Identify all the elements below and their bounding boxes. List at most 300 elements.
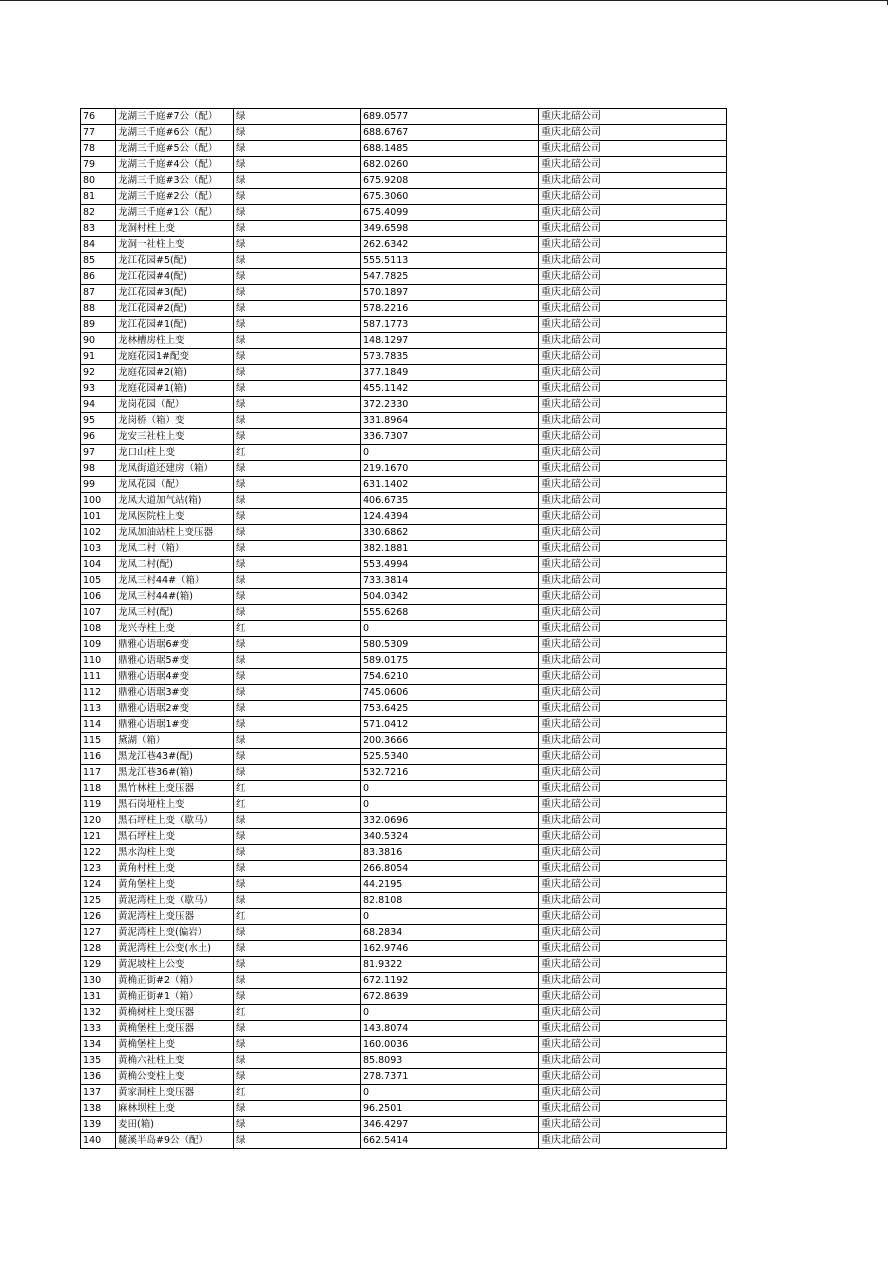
status-cell: 绿 [234, 813, 361, 829]
status-cell: 红 [234, 797, 361, 813]
station-name-cell: 黄泥湾柱上变(偏岩） [116, 925, 234, 941]
value-cell: 96.2501 [361, 1101, 539, 1117]
station-name-cell: 黄角堡柱上变 [116, 877, 234, 893]
row-number-cell: 134 [81, 1037, 116, 1053]
status-cell: 绿 [234, 1101, 361, 1117]
station-name-cell: 鼎雅心语琚4#变 [116, 669, 234, 685]
value-cell: 662.5414 [361, 1133, 539, 1149]
station-name-cell: 龙湖三千庭#3公（配） [116, 173, 234, 189]
company-cell: 重庆北碚公司 [539, 1037, 727, 1053]
status-cell: 红 [234, 1005, 361, 1021]
station-name-cell: 龙洞一社柱上变 [116, 237, 234, 253]
status-cell: 红 [234, 621, 361, 637]
company-cell: 重庆北碚公司 [539, 445, 727, 461]
status-cell: 绿 [234, 493, 361, 509]
status-cell: 绿 [234, 573, 361, 589]
table-row [81, 221, 727, 237]
table-body [81, 109, 727, 1149]
row-number-cell: 135 [81, 1053, 116, 1069]
station-name-cell: 鼎雅心语琚2#变 [116, 701, 234, 717]
row-number-cell: 122 [81, 845, 116, 861]
company-cell: 重庆北碚公司 [539, 669, 727, 685]
company-cell: 重庆北碚公司 [539, 1053, 727, 1069]
station-name-cell: 龙凤三村44#(箱) [116, 589, 234, 605]
row-number-cell: 95 [81, 413, 116, 429]
row-number-cell: 140 [81, 1133, 116, 1149]
row-number-cell: 136 [81, 1069, 116, 1085]
row-number-cell: 98 [81, 461, 116, 477]
station-name-cell: 黄桷堡柱上变 [116, 1037, 234, 1053]
row-number-cell: 79 [81, 157, 116, 173]
station-name-cell: 鼎雅心语琚6#变 [116, 637, 234, 653]
status-cell: 绿 [234, 877, 361, 893]
company-cell: 重庆北碚公司 [539, 701, 727, 717]
table-row [81, 365, 727, 381]
table-row [81, 621, 727, 637]
value-cell: 44.2195 [361, 877, 539, 893]
station-name-cell: 龙江花园#1(配) [116, 317, 234, 333]
row-number-cell: 132 [81, 1005, 116, 1021]
company-cell: 重庆北碚公司 [539, 397, 727, 413]
row-number-cell: 77 [81, 125, 116, 141]
table-row [81, 445, 727, 461]
table-row [81, 1053, 727, 1069]
company-cell: 重庆北碚公司 [539, 589, 727, 605]
status-cell: 绿 [234, 525, 361, 541]
row-number-cell: 118 [81, 781, 116, 797]
station-name-cell: 龙凤加油站柱上变压器 [116, 525, 234, 541]
station-name-cell: 龙湖三千庭#2公（配） [116, 189, 234, 205]
status-cell: 绿 [234, 317, 361, 333]
station-name-cell: 龙兴寺柱上变 [116, 621, 234, 637]
row-number-cell: 101 [81, 509, 116, 525]
company-cell: 重庆北碚公司 [539, 461, 727, 477]
table-row [81, 1021, 727, 1037]
company-cell: 重庆北碚公司 [539, 845, 727, 861]
station-name-cell: 麦田(箱) [116, 1117, 234, 1133]
station-name-cell: 黄泥湾柱上变（歇马） [116, 893, 234, 909]
company-cell: 重庆北碚公司 [539, 189, 727, 205]
table-row [81, 237, 727, 253]
table-row [81, 1005, 727, 1021]
table-row [81, 749, 727, 765]
value-cell: 372.2330 [361, 397, 539, 413]
company-cell: 重庆北碚公司 [539, 925, 727, 941]
table-row [81, 349, 727, 365]
table-row [81, 557, 727, 573]
table-row [81, 429, 727, 445]
status-cell: 绿 [234, 637, 361, 653]
table-row [81, 173, 727, 189]
table-row [81, 765, 727, 781]
status-cell: 绿 [234, 989, 361, 1005]
status-cell: 绿 [234, 125, 361, 141]
company-cell: 重庆北碚公司 [539, 733, 727, 749]
status-cell: 绿 [234, 973, 361, 989]
station-name-cell: 黄桷公变柱上变 [116, 1069, 234, 1085]
status-cell: 绿 [234, 429, 361, 445]
value-cell: 148.1297 [361, 333, 539, 349]
value-cell: 0 [361, 1085, 539, 1101]
status-cell: 绿 [234, 509, 361, 525]
table-row [81, 381, 727, 397]
company-cell: 重庆北碚公司 [539, 1117, 727, 1133]
value-cell: 336.7307 [361, 429, 539, 445]
station-name-cell: 黄泥坡柱上公变 [116, 957, 234, 973]
company-cell: 重庆北碚公司 [539, 941, 727, 957]
page-right-rule [887, 0, 888, 5]
table-row [81, 1085, 727, 1101]
status-cell: 红 [234, 781, 361, 797]
status-cell: 绿 [234, 701, 361, 717]
station-name-cell: 龙洞村柱上变 [116, 221, 234, 237]
station-name-cell: 龙庭花园1#配变 [116, 349, 234, 365]
company-cell: 重庆北碚公司 [539, 125, 727, 141]
status-cell: 绿 [234, 397, 361, 413]
company-cell: 重庆北碚公司 [539, 653, 727, 669]
value-cell: 688.6767 [361, 125, 539, 141]
value-cell: 262.6342 [361, 237, 539, 253]
table-row [81, 893, 727, 909]
station-name-cell: 黑龙江巷43#(配) [116, 749, 234, 765]
station-name-cell: 龙凤大道加气站(箱) [116, 493, 234, 509]
table-row [81, 733, 727, 749]
value-cell: 745.0606 [361, 685, 539, 701]
company-cell: 重庆北碚公司 [539, 765, 727, 781]
company-cell: 重庆北碚公司 [539, 909, 727, 925]
station-name-cell: 龙湖三千庭#7公（配） [116, 109, 234, 125]
table-row [81, 685, 727, 701]
station-name-cell: 龙湖三千庭#1公（配） [116, 205, 234, 221]
company-cell: 重庆北碚公司 [539, 493, 727, 509]
company-cell: 重庆北碚公司 [539, 269, 727, 285]
table-row [81, 701, 727, 717]
row-number-cell: 107 [81, 605, 116, 621]
status-cell: 绿 [234, 221, 361, 237]
station-name-cell: 龙庭花园#2(箱) [116, 365, 234, 381]
value-cell: 81.9322 [361, 957, 539, 973]
station-name-cell: 龙湖三千庭#5公（配） [116, 141, 234, 157]
station-name-cell: 龙凤二村(配) [116, 557, 234, 573]
company-cell: 重庆北碚公司 [539, 349, 727, 365]
table-row [81, 461, 727, 477]
company-cell: 重庆北碚公司 [539, 221, 727, 237]
value-cell: 143.8074 [361, 1021, 539, 1037]
row-number-cell: 113 [81, 701, 116, 717]
table-row [81, 509, 727, 525]
row-number-cell: 129 [81, 957, 116, 973]
station-name-cell: 龙凤花园（配） [116, 477, 234, 493]
company-cell: 重庆北碚公司 [539, 813, 727, 829]
status-cell: 红 [234, 445, 361, 461]
station-name-cell: 黄桷堡柱上变压器 [116, 1021, 234, 1037]
row-number-cell: 111 [81, 669, 116, 685]
station-name-cell: 龙凤医院柱上变 [116, 509, 234, 525]
station-name-cell: 黑水沟柱上变 [116, 845, 234, 861]
table-row [81, 813, 727, 829]
row-number-cell: 81 [81, 189, 116, 205]
status-cell: 绿 [234, 829, 361, 845]
row-number-cell: 120 [81, 813, 116, 829]
station-name-cell: 龙湖三千庭#4公（配） [116, 157, 234, 173]
table-row [81, 957, 727, 973]
table-row [81, 1117, 727, 1133]
company-cell: 重庆北碚公司 [539, 861, 727, 877]
row-number-cell: 91 [81, 349, 116, 365]
table-row [81, 141, 727, 157]
station-name-cell: 龙凤二村（箱） [116, 541, 234, 557]
status-cell: 绿 [234, 461, 361, 477]
data-table [80, 108, 727, 1149]
table-row [81, 797, 727, 813]
row-number-cell: 126 [81, 909, 116, 925]
station-name-cell: 黄桷正街#1（箱） [116, 989, 234, 1005]
status-cell: 绿 [234, 205, 361, 221]
status-cell: 绿 [234, 301, 361, 317]
company-cell: 重庆北碚公司 [539, 605, 727, 621]
station-name-cell: 龙江花园#2(配) [116, 301, 234, 317]
value-cell: 553.4994 [361, 557, 539, 573]
value-cell: 555.5113 [361, 253, 539, 269]
table-row [81, 189, 727, 205]
row-number-cell: 112 [81, 685, 116, 701]
value-cell: 688.1485 [361, 141, 539, 157]
table-row [81, 477, 727, 493]
value-cell: 160.0036 [361, 1037, 539, 1053]
company-cell: 重庆北碚公司 [539, 1069, 727, 1085]
station-name-cell: 龙江花园#3(配) [116, 285, 234, 301]
status-cell: 绿 [234, 765, 361, 781]
company-cell: 重庆北碚公司 [539, 1133, 727, 1149]
company-cell: 重庆北碚公司 [539, 333, 727, 349]
station-name-cell: 龙湖三千庭#6公（配） [116, 125, 234, 141]
value-cell: 332.0696 [361, 813, 539, 829]
row-number-cell: 117 [81, 765, 116, 781]
status-cell: 绿 [234, 109, 361, 125]
table-row [81, 589, 727, 605]
table-row [81, 909, 727, 925]
row-number-cell: 78 [81, 141, 116, 157]
value-cell: 406.6735 [361, 493, 539, 509]
value-cell: 162.9746 [361, 941, 539, 957]
station-name-cell: 黛湖（箱） [116, 733, 234, 749]
status-cell: 绿 [234, 349, 361, 365]
table-row [81, 989, 727, 1005]
value-cell: 82.8108 [361, 893, 539, 909]
status-cell: 绿 [234, 1133, 361, 1149]
table-row [81, 845, 727, 861]
station-name-cell: 黑石岗垭柱上变 [116, 797, 234, 813]
row-number-cell: 86 [81, 269, 116, 285]
table-row [81, 269, 727, 285]
status-cell: 绿 [234, 845, 361, 861]
table-row [81, 285, 727, 301]
station-name-cell: 鼎雅心语琚3#变 [116, 685, 234, 701]
status-cell: 绿 [234, 381, 361, 397]
row-number-cell: 127 [81, 925, 116, 941]
value-cell: 631.1402 [361, 477, 539, 493]
value-cell: 85.8093 [361, 1053, 539, 1069]
company-cell: 重庆北碚公司 [539, 477, 727, 493]
status-cell: 绿 [234, 141, 361, 157]
value-cell: 504.0342 [361, 589, 539, 605]
table-row [81, 1037, 727, 1053]
table-row [81, 973, 727, 989]
status-cell: 红 [234, 1085, 361, 1101]
station-name-cell: 黄家洞柱上变压器 [116, 1085, 234, 1101]
company-cell: 重庆北碚公司 [539, 173, 727, 189]
station-name-cell: 鼎雅心语琚5#变 [116, 653, 234, 669]
status-cell: 绿 [234, 253, 361, 269]
station-name-cell: 龙岗花园（配） [116, 397, 234, 413]
company-cell: 重庆北碚公司 [539, 637, 727, 653]
page-top-rule [0, 0, 888, 1]
row-number-cell: 97 [81, 445, 116, 461]
company-cell: 重庆北碚公司 [539, 413, 727, 429]
company-cell: 重庆北碚公司 [539, 621, 727, 637]
station-name-cell: 黄泥湾柱上变压器 [116, 909, 234, 925]
station-name-cell: 麻林坝柱上变 [116, 1101, 234, 1117]
status-cell: 绿 [234, 365, 361, 381]
value-cell: 675.3060 [361, 189, 539, 205]
station-name-cell: 龙庭花园#1(箱) [116, 381, 234, 397]
station-name-cell: 龙凤三村(配) [116, 605, 234, 621]
station-name-cell: 黄桷树柱上变压器 [116, 1005, 234, 1021]
value-cell: 571.0412 [361, 717, 539, 733]
company-cell: 重庆北碚公司 [539, 1005, 727, 1021]
row-number-cell: 88 [81, 301, 116, 317]
table-row [81, 829, 727, 845]
company-cell: 重庆北碚公司 [539, 381, 727, 397]
value-cell: 689.0577 [361, 109, 539, 125]
company-cell: 重庆北碚公司 [539, 797, 727, 813]
row-number-cell: 76 [81, 109, 116, 125]
status-cell: 绿 [234, 605, 361, 621]
status-cell: 绿 [234, 541, 361, 557]
row-number-cell: 125 [81, 893, 116, 909]
status-cell: 绿 [234, 653, 361, 669]
status-cell: 绿 [234, 1117, 361, 1133]
value-cell: 331.8964 [361, 413, 539, 429]
status-cell: 红 [234, 909, 361, 925]
row-number-cell: 94 [81, 397, 116, 413]
company-cell: 重庆北碚公司 [539, 1021, 727, 1037]
station-name-cell: 黄角村柱上变 [116, 861, 234, 877]
table-row [81, 877, 727, 893]
value-cell: 0 [361, 1005, 539, 1021]
status-cell: 绿 [234, 733, 361, 749]
row-number-cell: 99 [81, 477, 116, 493]
status-cell: 绿 [234, 333, 361, 349]
status-cell: 绿 [234, 1037, 361, 1053]
company-cell: 重庆北碚公司 [539, 749, 727, 765]
company-cell: 重庆北碚公司 [539, 829, 727, 845]
station-name-cell: 黑石坪柱上变（歇马） [116, 813, 234, 829]
value-cell: 547.7825 [361, 269, 539, 285]
value-cell: 377.1849 [361, 365, 539, 381]
table-row [81, 925, 727, 941]
company-cell: 重庆北碚公司 [539, 237, 727, 253]
status-cell: 绿 [234, 1021, 361, 1037]
station-name-cell: 黄桷六社柱上变 [116, 1053, 234, 1069]
row-number-cell: 96 [81, 429, 116, 445]
row-number-cell: 108 [81, 621, 116, 637]
company-cell: 重庆北碚公司 [539, 781, 727, 797]
value-cell: 532.7216 [361, 765, 539, 781]
value-cell: 589.0175 [361, 653, 539, 669]
row-number-cell: 104 [81, 557, 116, 573]
row-number-cell: 82 [81, 205, 116, 221]
row-number-cell: 131 [81, 989, 116, 1005]
status-cell: 绿 [234, 941, 361, 957]
row-number-cell: 109 [81, 637, 116, 653]
row-number-cell: 106 [81, 589, 116, 605]
table-row [81, 861, 727, 877]
company-cell: 重庆北碚公司 [539, 429, 727, 445]
row-number-cell: 93 [81, 381, 116, 397]
row-number-cell: 116 [81, 749, 116, 765]
table-row [81, 125, 727, 141]
row-number-cell: 133 [81, 1021, 116, 1037]
row-number-cell: 102 [81, 525, 116, 541]
status-cell: 绿 [234, 477, 361, 493]
station-name-cell: 龙安三社柱上变 [116, 429, 234, 445]
value-cell: 278.7371 [361, 1069, 539, 1085]
row-number-cell: 115 [81, 733, 116, 749]
company-cell: 重庆北碚公司 [539, 973, 727, 989]
value-cell: 570.1897 [361, 285, 539, 301]
row-number-cell: 124 [81, 877, 116, 893]
status-cell: 绿 [234, 157, 361, 173]
value-cell: 68.2834 [361, 925, 539, 941]
value-cell: 346.4297 [361, 1117, 539, 1133]
table-row [81, 1133, 727, 1149]
value-cell: 455.1142 [361, 381, 539, 397]
row-number-cell: 138 [81, 1101, 116, 1117]
table-row [81, 653, 727, 669]
row-number-cell: 123 [81, 861, 116, 877]
value-cell: 340.5324 [361, 829, 539, 845]
company-cell: 重庆北碚公司 [539, 573, 727, 589]
station-name-cell: 黑石坪柱上变 [116, 829, 234, 845]
company-cell: 重庆北碚公司 [539, 893, 727, 909]
table-row [81, 397, 727, 413]
value-cell: 675.9208 [361, 173, 539, 189]
table-row [81, 109, 727, 125]
value-cell: 587.1773 [361, 317, 539, 333]
row-number-cell: 110 [81, 653, 116, 669]
company-cell: 重庆北碚公司 [539, 1085, 727, 1101]
company-cell: 重庆北碚公司 [539, 509, 727, 525]
value-cell: 573.7835 [361, 349, 539, 365]
status-cell: 绿 [234, 237, 361, 253]
table-row [81, 1101, 727, 1117]
status-cell: 绿 [234, 589, 361, 605]
company-cell: 重庆北碚公司 [539, 317, 727, 333]
row-number-cell: 119 [81, 797, 116, 813]
status-cell: 绿 [234, 669, 361, 685]
company-cell: 重庆北碚公司 [539, 541, 727, 557]
value-cell: 672.1192 [361, 973, 539, 989]
row-number-cell: 80 [81, 173, 116, 189]
value-cell: 0 [361, 621, 539, 637]
company-cell: 重庆北碚公司 [539, 989, 727, 1005]
value-cell: 200.3666 [361, 733, 539, 749]
value-cell: 733.3814 [361, 573, 539, 589]
station-name-cell: 龙江花园#5(配) [116, 253, 234, 269]
station-name-cell: 龙凤三村44#（箱） [116, 573, 234, 589]
row-number-cell: 90 [81, 333, 116, 349]
